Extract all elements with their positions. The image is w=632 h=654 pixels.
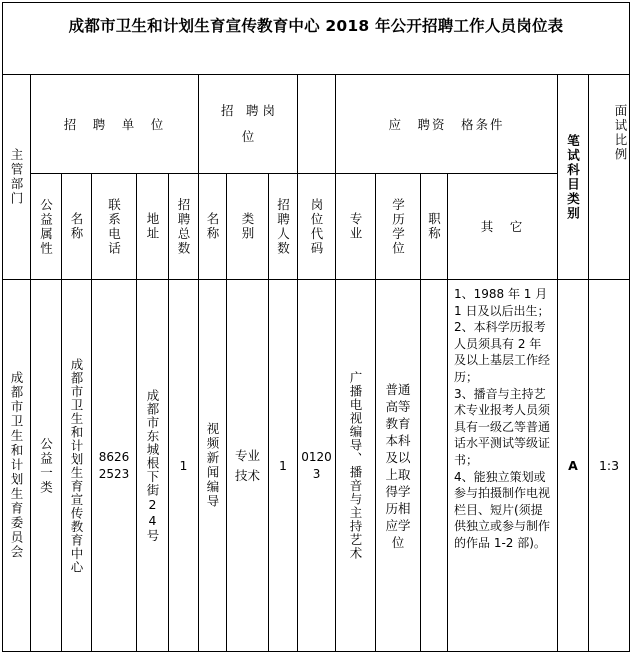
- page-title: 成都市卫生和计划生育宣传教育中心 2018 年公开招聘工作人员岗位表: [68, 17, 564, 35]
- header-recruiting-unit: 招 聘 单 位: [63, 116, 166, 132]
- header-post-name: 名称: [205, 212, 220, 241]
- cell-unit-name: 成都市卫生和计划生育宣传教育中心: [69, 357, 84, 574]
- header-total-recruits: 招聘总数: [176, 197, 191, 256]
- cell-address: 成都市东城根下街24号: [145, 388, 160, 543]
- cell-interview-ratio: 1:3: [598, 458, 620, 473]
- header-recruit-count: 招聘人数: [275, 197, 291, 256]
- cell-professional-title: [421, 280, 447, 651]
- header-interview-ratio: 面试比例: [613, 104, 628, 162]
- cell-major: 广播电视编导、播音与主持艺术: [348, 371, 363, 560]
- cell-category: 专业技术: [234, 447, 260, 483]
- header-professional-title: 职称: [426, 212, 442, 241]
- header-category: 类别: [240, 212, 255, 241]
- cell-education-degree: 普通高等教育本科及以上取得学历相应学位: [385, 381, 411, 550]
- header-recruiting-post: 招 聘 岗 位: [221, 103, 300, 144]
- cell-total-recruits: 1: [179, 458, 188, 473]
- header-post-code: 岗位代码: [309, 197, 324, 256]
- cell-other-requirements: 1、1988 年 1 月 1 日及以后出生； 2、本科学历报考人员须具有 2 年及以上基层工作经历； 3、播音与主持艺术专业报考人员须具有一级乙等普通话水平测试等级证书； 4、能独立策划或参与拍摄制作电视栏目、短片(须提供独立或参与制作的作品 1-2 部)。: [454, 287, 551, 550]
- header-address: 地址: [145, 212, 160, 241]
- cell-public-welfare-attr: 公益一类: [38, 436, 54, 495]
- cell-recruit-count: 1: [279, 458, 287, 473]
- header-major: 专业: [348, 212, 363, 241]
- header-education-degree: 学历学位: [390, 197, 406, 256]
- cell-post-name: 视频新闻编导: [205, 422, 220, 509]
- header-qualifications: 应 聘资 格条件: [388, 116, 505, 132]
- cell-post-code: 0120 3: [301, 449, 332, 481]
- header-contact-phone: 联系电话: [106, 197, 122, 256]
- header-unit-name: 名称: [69, 212, 84, 241]
- cell-supervising-dept: 成都市卫生和计划生育委员会: [9, 371, 24, 560]
- header-exam-subject-category: 笔试科目类别: [565, 133, 581, 221]
- cell-exam-subject-category: A: [568, 458, 578, 473]
- cell-contact-phone: 8626 2523: [98, 449, 130, 481]
- header-supervising-dept: 主管部门: [9, 148, 24, 206]
- header-other-requirements: 其 它: [480, 219, 525, 234]
- header-public-welfare-attr: 公益属性: [38, 197, 54, 256]
